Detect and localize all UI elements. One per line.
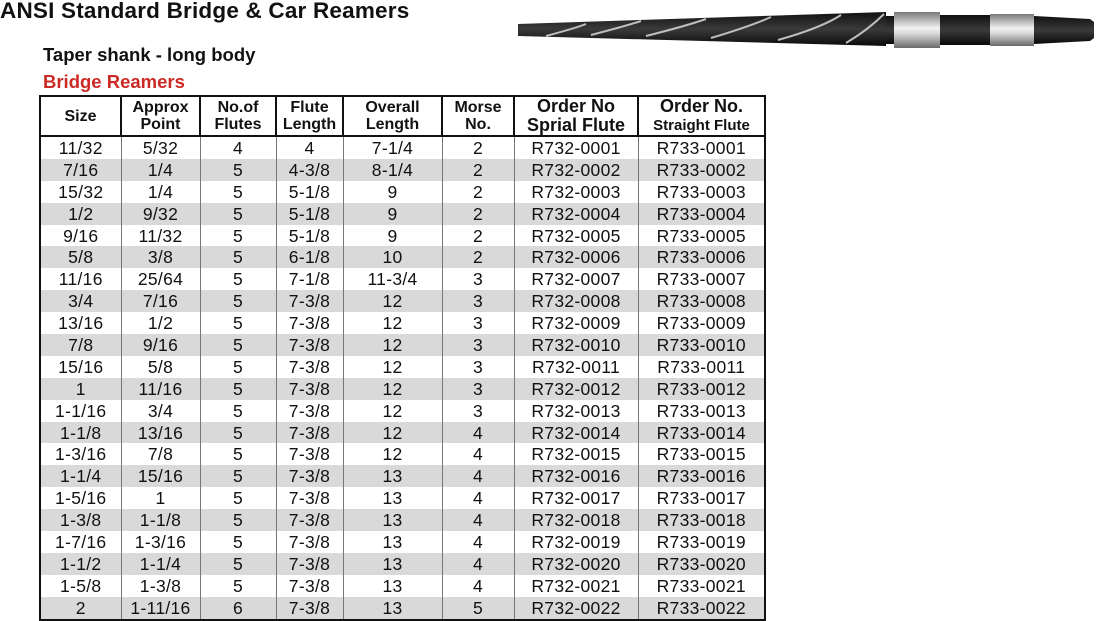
table-cell-approx-point: 1-1/8 xyxy=(121,509,200,531)
table-cell-flute-length: 7-3/8 xyxy=(276,465,343,487)
table-cell-approx-point: 11/16 xyxy=(121,378,200,400)
table-cell-order-no-spiral: R732-0004 xyxy=(514,203,638,225)
table-cell-order-no-spiral: R732-0014 xyxy=(514,422,638,444)
table-cell-order-no-spiral: R732-0007 xyxy=(514,268,638,290)
table-cell-morse-no: 4 xyxy=(442,465,514,487)
table-cell-order-no-straight: R733-0001 xyxy=(638,136,765,159)
table-cell-no-of-flutes: 5 xyxy=(200,400,276,422)
table-cell-approx-point: 13/16 xyxy=(121,422,200,444)
table-body xyxy=(40,136,765,620)
table-row xyxy=(40,268,765,290)
column-header-line2: Length xyxy=(365,116,420,133)
table-row xyxy=(40,356,765,378)
table-cell-approx-point: 5/32 xyxy=(121,136,200,159)
table-cell-order-no-straight: R733-0008 xyxy=(638,290,765,312)
table-cell-order-no-spiral: R732-0003 xyxy=(514,181,638,203)
table-cell-order-no-straight: R733-0007 xyxy=(638,268,765,290)
table-cell-order-no-straight: R733-0011 xyxy=(638,356,765,378)
table-cell-order-no-straight: R733-0016 xyxy=(638,465,765,487)
table-cell-approx-point: 1-11/16 xyxy=(121,597,200,620)
table-cell-flute-length: 4-3/8 xyxy=(276,159,343,181)
table-cell-approx-point: 1-1/4 xyxy=(121,553,200,575)
table-cell-order-no-straight: R733-0013 xyxy=(638,400,765,422)
table-cell-size: 1-5/8 xyxy=(40,575,121,597)
table-cell-no-of-flutes: 5 xyxy=(200,268,276,290)
table-cell-overall-length: 13 xyxy=(343,487,442,509)
table-cell-overall-length: 13 xyxy=(343,575,442,597)
reamer-tool-image xyxy=(516,6,1098,54)
table-cell-morse-no: 4 xyxy=(442,509,514,531)
table-cell-morse-no: 5 xyxy=(442,597,514,620)
table-row xyxy=(40,422,765,444)
table-cell-no-of-flutes: 4 xyxy=(200,136,276,159)
table-row xyxy=(40,159,765,181)
column-header-flute-length xyxy=(276,96,343,136)
table-cell-size: 9/16 xyxy=(40,225,121,247)
table-row xyxy=(40,334,765,356)
table-cell-size: 7/16 xyxy=(40,159,121,181)
column-header-order-no-spiral xyxy=(514,96,638,136)
table-cell-no-of-flutes: 5 xyxy=(200,575,276,597)
table-cell-morse-no: 2 xyxy=(442,136,514,159)
table-cell-flute-length: 5-1/8 xyxy=(276,225,343,247)
table-cell-order-no-straight: R733-0006 xyxy=(638,246,765,268)
column-header-line2: Length xyxy=(282,116,337,133)
table-cell-flute-length: 7-3/8 xyxy=(276,531,343,553)
table-cell-order-no-straight: R733-0005 xyxy=(638,225,765,247)
column-header-approx-point xyxy=(121,96,200,136)
column-header-line1: No.of xyxy=(217,99,259,116)
table-cell-flute-length: 7-3/8 xyxy=(276,509,343,531)
column-header-line2: Sprial Flute xyxy=(526,115,625,135)
table-cell-flute-length: 7-3/8 xyxy=(276,597,343,620)
table-cell-morse-no: 4 xyxy=(442,575,514,597)
table-cell-morse-no: 4 xyxy=(442,487,514,509)
table-cell-overall-length: 9 xyxy=(343,225,442,247)
table-cell-flute-length: 7-3/8 xyxy=(276,553,343,575)
table-cell-no-of-flutes: 5 xyxy=(200,225,276,247)
table-cell-order-no-spiral: R732-0013 xyxy=(514,400,638,422)
table-cell-morse-no: 2 xyxy=(442,159,514,181)
table-cell-order-no-spiral: R732-0021 xyxy=(514,575,638,597)
table-cell-no-of-flutes: 5 xyxy=(200,531,276,553)
table-cell-overall-length: 13 xyxy=(343,531,442,553)
table-cell-morse-no: 4 xyxy=(442,443,514,465)
column-header-line2: Straight Flute xyxy=(653,117,750,134)
table-cell-flute-length: 4 xyxy=(276,136,343,159)
table-cell-morse-no: 2 xyxy=(442,181,514,203)
table-cell-order-no-straight: R733-0012 xyxy=(638,378,765,400)
table-cell-no-of-flutes: 5 xyxy=(200,181,276,203)
table-cell-order-no-straight: R733-0018 xyxy=(638,509,765,531)
table-header-row xyxy=(40,96,765,136)
table-row xyxy=(40,378,765,400)
table-cell-size: 5/8 xyxy=(40,246,121,268)
table-cell-overall-length: 7-1/4 xyxy=(343,136,442,159)
table-row xyxy=(40,246,765,268)
table-cell-flute-length: 7-1/8 xyxy=(276,268,343,290)
table-cell-size: 1-3/16 xyxy=(40,443,121,465)
table-cell-morse-no: 4 xyxy=(442,422,514,444)
table-cell-approx-point: 7/16 xyxy=(121,290,200,312)
column-header-line1: Size xyxy=(64,107,97,125)
table-cell-approx-point: 1/4 xyxy=(121,181,200,203)
table-cell-flute-length: 7-3/8 xyxy=(276,334,343,356)
table-cell-order-no-spiral: R732-0002 xyxy=(514,159,638,181)
reamer-spec-table xyxy=(39,95,766,621)
table-cell-overall-length: 12 xyxy=(343,290,442,312)
table-cell-flute-length: 5-1/8 xyxy=(276,203,343,225)
table-cell-size: 11/32 xyxy=(40,136,121,159)
table-row xyxy=(40,509,765,531)
table-cell-overall-length: 13 xyxy=(343,597,442,620)
table-cell-overall-length: 12 xyxy=(343,312,442,334)
table-cell-overall-length: 12 xyxy=(343,400,442,422)
table-cell-flute-length: 7-3/8 xyxy=(276,356,343,378)
table-cell-order-no-straight: R733-0021 xyxy=(638,575,765,597)
table-cell-order-no-spiral: R732-0015 xyxy=(514,443,638,465)
table-row xyxy=(40,203,765,225)
table-cell-no-of-flutes: 5 xyxy=(200,290,276,312)
page-subtitle: Taper shank - long body xyxy=(43,44,256,65)
table-cell-overall-length: 13 xyxy=(343,553,442,575)
table-row xyxy=(40,400,765,422)
table-cell-order-no-spiral: R732-0008 xyxy=(514,290,638,312)
table-cell-approx-point: 1-3/8 xyxy=(121,575,200,597)
table-cell-overall-length: 9 xyxy=(343,203,442,225)
table-cell-overall-length: 12 xyxy=(343,356,442,378)
table-cell-flute-length: 7-3/8 xyxy=(276,312,343,334)
table-cell-no-of-flutes: 5 xyxy=(200,159,276,181)
table-cell-no-of-flutes: 5 xyxy=(200,465,276,487)
table-cell-size: 1-1/16 xyxy=(40,400,121,422)
table-cell-approx-point: 25/64 xyxy=(121,268,200,290)
table-row xyxy=(40,136,765,159)
table-cell-size: 1 xyxy=(40,378,121,400)
table-cell-morse-no: 3 xyxy=(442,334,514,356)
column-header-line1: Approx xyxy=(132,99,189,116)
table-cell-order-no-spiral: R732-0010 xyxy=(514,334,638,356)
table-cell-overall-length: 10 xyxy=(343,246,442,268)
table-row xyxy=(40,487,765,509)
table-row xyxy=(40,181,765,203)
table-cell-morse-no: 3 xyxy=(442,268,514,290)
table-cell-order-no-straight: R733-0010 xyxy=(638,334,765,356)
column-header-line1: Order No xyxy=(536,96,615,116)
table-cell-approx-point: 5/8 xyxy=(121,356,200,378)
column-header-line1: Morse xyxy=(454,99,502,116)
table-cell-flute-length: 6-1/8 xyxy=(276,246,343,268)
table-cell-approx-point: 3/8 xyxy=(121,246,200,268)
column-header-overall-length xyxy=(343,96,442,136)
table-cell-overall-length: 13 xyxy=(343,465,442,487)
column-header-line2: Point xyxy=(140,116,181,133)
table-cell-approx-point: 3/4 xyxy=(121,400,200,422)
table-cell-order-no-spiral: R732-0005 xyxy=(514,225,638,247)
table-cell-size: 11/16 xyxy=(40,268,121,290)
table-cell-morse-no: 4 xyxy=(442,531,514,553)
table-cell-flute-length: 7-3/8 xyxy=(276,400,343,422)
table-cell-order-no-straight: R733-0003 xyxy=(638,181,765,203)
table-cell-order-no-straight: R733-0015 xyxy=(638,443,765,465)
table-cell-flute-length: 5-1/8 xyxy=(276,181,343,203)
table-cell-no-of-flutes: 5 xyxy=(200,356,276,378)
table-cell-overall-length: 12 xyxy=(343,422,442,444)
table-cell-overall-length: 12 xyxy=(343,334,442,356)
table-cell-morse-no: 3 xyxy=(442,356,514,378)
table-cell-flute-length: 7-3/8 xyxy=(276,575,343,597)
table-cell-no-of-flutes: 5 xyxy=(200,509,276,531)
table-cell-morse-no: 3 xyxy=(442,400,514,422)
table-cell-approx-point: 11/32 xyxy=(121,225,200,247)
column-header-order-no-straight xyxy=(638,96,765,136)
table-cell-no-of-flutes: 5 xyxy=(200,246,276,268)
table-cell-size: 15/16 xyxy=(40,356,121,378)
table-cell-no-of-flutes: 5 xyxy=(200,378,276,400)
table-cell-overall-length: 8-1/4 xyxy=(343,159,442,181)
table-cell-size: 2 xyxy=(40,597,121,620)
table-cell-no-of-flutes: 5 xyxy=(200,334,276,356)
table-cell-no-of-flutes: 5 xyxy=(200,203,276,225)
section-title: Bridge Reamers xyxy=(43,71,185,92)
table-cell-size: 1-7/16 xyxy=(40,531,121,553)
table-cell-approx-point: 9/32 xyxy=(121,203,200,225)
table-cell-order-no-spiral: R732-0001 xyxy=(514,136,638,159)
table-row xyxy=(40,465,765,487)
column-header-line2: Flutes xyxy=(214,116,262,133)
table-cell-order-no-straight: R733-0014 xyxy=(638,422,765,444)
table-cell-overall-length: 9 xyxy=(343,181,442,203)
table-cell-morse-no: 2 xyxy=(442,203,514,225)
table-cell-order-no-spiral: R732-0020 xyxy=(514,553,638,575)
table-cell-order-no-spiral: R732-0016 xyxy=(514,465,638,487)
table-cell-size: 1-5/16 xyxy=(40,487,121,509)
table-cell-size: 3/4 xyxy=(40,290,121,312)
column-header-line1: Flute xyxy=(290,99,329,116)
table-cell-flute-length: 7-3/8 xyxy=(276,378,343,400)
table-cell-order-no-straight: R733-0019 xyxy=(638,531,765,553)
table-cell-order-no-spiral: R732-0011 xyxy=(514,356,638,378)
table-cell-flute-length: 7-3/8 xyxy=(276,443,343,465)
table-row xyxy=(40,443,765,465)
table-cell-overall-length: 12 xyxy=(343,378,442,400)
table-cell-morse-no: 2 xyxy=(442,225,514,247)
table-cell-order-no-spiral: R732-0009 xyxy=(514,312,638,334)
table-cell-order-no-straight: R733-0022 xyxy=(638,597,765,620)
table-cell-order-no-spiral: R732-0017 xyxy=(514,487,638,509)
table-cell-flute-length: 7-3/8 xyxy=(276,290,343,312)
table-cell-order-no-straight: R733-0004 xyxy=(638,203,765,225)
table-cell-overall-length: 11-3/4 xyxy=(343,268,442,290)
table-cell-order-no-spiral: R732-0022 xyxy=(514,597,638,620)
table-cell-morse-no: 3 xyxy=(442,290,514,312)
table-cell-morse-no: 3 xyxy=(442,312,514,334)
table-row xyxy=(40,290,765,312)
table-cell-order-no-spiral: R732-0006 xyxy=(514,246,638,268)
table-cell-order-no-straight: R733-0009 xyxy=(638,312,765,334)
table-cell-overall-length: 12 xyxy=(343,443,442,465)
table-row xyxy=(40,575,765,597)
table-cell-order-no-straight: R733-0017 xyxy=(638,487,765,509)
column-header-line1: Order No. xyxy=(659,96,743,116)
column-header-morse-no xyxy=(442,96,514,136)
table-cell-order-no-spiral: R732-0018 xyxy=(514,509,638,531)
table-cell-approx-point: 15/16 xyxy=(121,465,200,487)
table-cell-no-of-flutes: 5 xyxy=(200,422,276,444)
table-row xyxy=(40,531,765,553)
table-cell-size: 15/32 xyxy=(40,181,121,203)
table-cell-size: 13/16 xyxy=(40,312,121,334)
table-cell-no-of-flutes: 5 xyxy=(200,443,276,465)
table-cell-size: 1-1/2 xyxy=(40,553,121,575)
column-header-line1: Overall xyxy=(365,99,420,116)
table-cell-approx-point: 1 xyxy=(121,487,200,509)
table-cell-overall-length: 13 xyxy=(343,509,442,531)
table-cell-order-no-spiral: R732-0012 xyxy=(514,378,638,400)
table-row xyxy=(40,553,765,575)
table-cell-flute-length: 7-3/8 xyxy=(276,487,343,509)
table-cell-approx-point: 1-3/16 xyxy=(121,531,200,553)
table-cell-morse-no: 2 xyxy=(442,246,514,268)
column-header-no-of-flutes xyxy=(200,96,276,136)
column-header-size xyxy=(40,96,121,136)
table-cell-order-no-straight: R733-0002 xyxy=(638,159,765,181)
table-cell-morse-no: 3 xyxy=(442,378,514,400)
table-row xyxy=(40,312,765,334)
table-cell-size: 7/8 xyxy=(40,334,121,356)
page-title: ANSI Standard Bridge & Car Reamers xyxy=(0,0,410,23)
table-cell-no-of-flutes: 5 xyxy=(200,553,276,575)
table-row xyxy=(40,597,765,620)
table-cell-size: 1-1/8 xyxy=(40,422,121,444)
table-cell-approx-point: 1/2 xyxy=(121,312,200,334)
column-header-line2: No. xyxy=(465,116,491,133)
table-cell-size: 1/2 xyxy=(40,203,121,225)
table-cell-morse-no: 4 xyxy=(442,553,514,575)
table-cell-order-no-spiral: R732-0019 xyxy=(514,531,638,553)
table-cell-flute-length: 7-3/8 xyxy=(276,422,343,444)
table-cell-no-of-flutes: 5 xyxy=(200,312,276,334)
table-row xyxy=(40,225,765,247)
table-cell-approx-point: 9/16 xyxy=(121,334,200,356)
table-cell-no-of-flutes: 5 xyxy=(200,487,276,509)
table-cell-approx-point: 1/4 xyxy=(121,159,200,181)
table-cell-order-no-straight: R733-0020 xyxy=(638,553,765,575)
table-cell-approx-point: 7/8 xyxy=(121,443,200,465)
table-cell-no-of-flutes: 6 xyxy=(200,597,276,620)
table-cell-size: 1-3/8 xyxy=(40,509,121,531)
table-cell-size: 1-1/4 xyxy=(40,465,121,487)
